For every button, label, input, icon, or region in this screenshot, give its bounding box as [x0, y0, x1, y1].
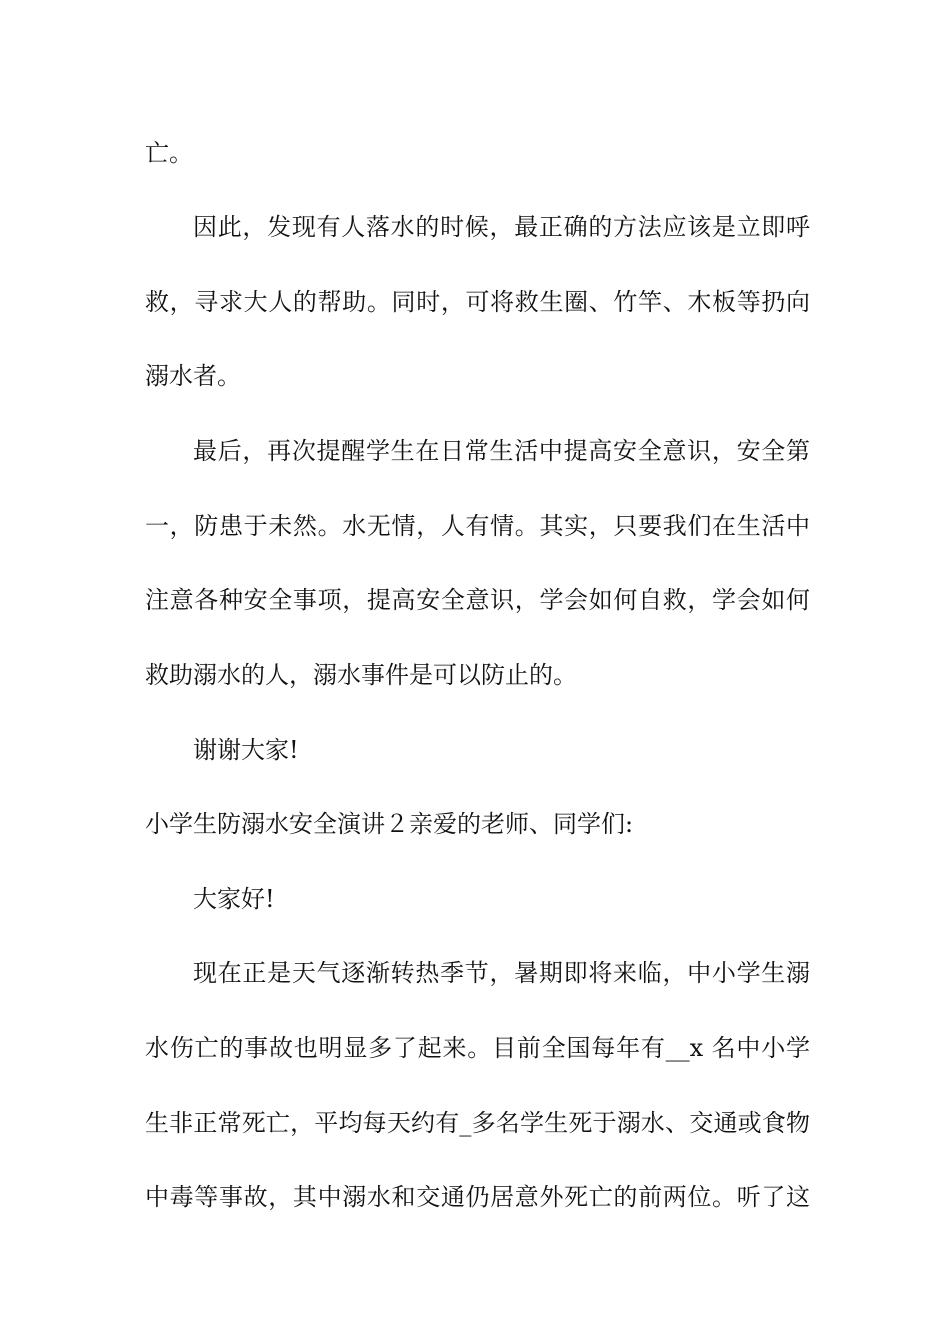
paragraph-first-line: 现在正是天气逐渐转热季节，暑期即将来临，中小学生溺	[193, 959, 810, 987]
paragraph-first-line: 因此，发现有人落水的时候，最正确的方法应该是立即呼	[193, 213, 810, 241]
text-line: 注意各种安全事项，提高安全意识，学会如何自救，学会如何	[145, 586, 810, 614]
text-line: 中毒等事故，其中溺水和交通仍居意外死亡的前两位。听了这	[145, 1183, 810, 1211]
text-line: 溺水者。	[145, 362, 241, 390]
text-line: 救，寻求大人的帮助。同时，可将救生圈、竹竿、木板等扔向	[145, 288, 810, 316]
paragraph-first-line: 最后，再次提醒学生在日常生活中提高安全意识，安全第	[193, 437, 810, 465]
text-line: 生非正常死亡，平均每天约有_多名学生死于溺水、交通或食物	[145, 1109, 810, 1137]
text-line: 亡。	[145, 139, 193, 167]
text-line: 救助溺水的人，溺水事件是可以防止的。	[145, 661, 577, 689]
speech-heading: 小学生防溺水安全演讲２亲爱的老师、同学们:	[145, 810, 634, 838]
text-line: 一，防患于未然。水无情，人有情。其实，只要我们在生活中	[145, 512, 810, 540]
closing-line: 谢谢大家!	[193, 736, 299, 764]
greeting-line: 大家好!	[193, 885, 275, 913]
text-line: 水伤亡的事故也明显多了起来。目前全国每年有__x 名中小学	[145, 1034, 810, 1062]
